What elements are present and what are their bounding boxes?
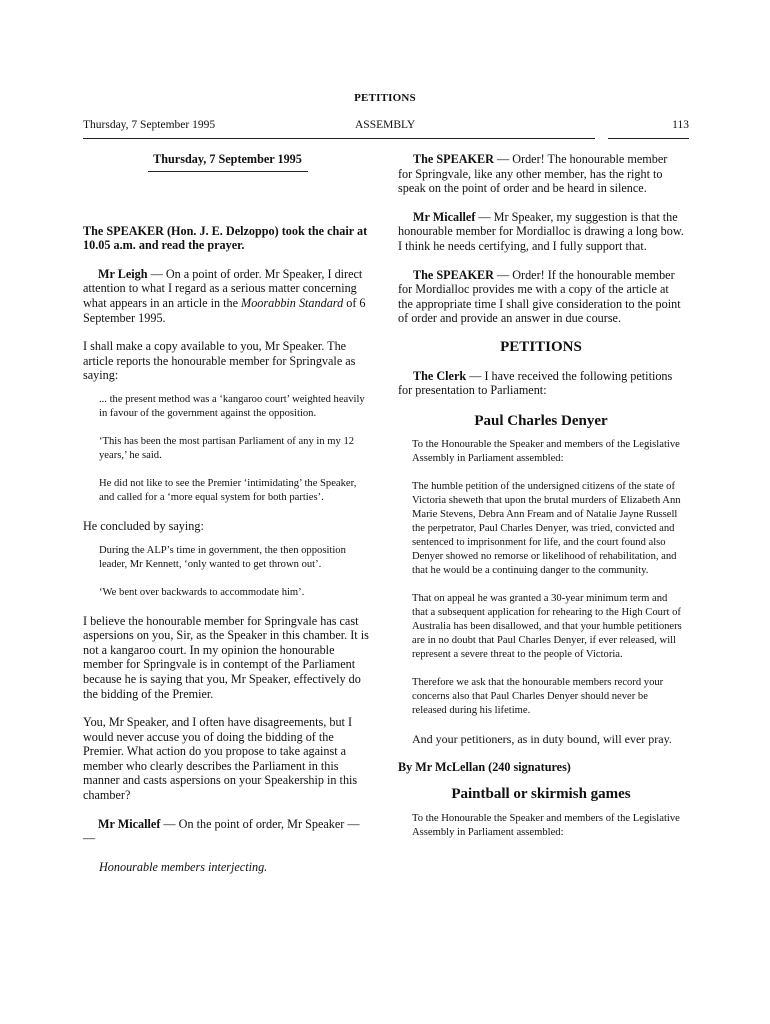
speech-text: — I have received the following petitions for presentation to Parliament: [398, 368, 673, 398]
concluded-paragraph: He concluded by saying: [83, 518, 204, 533]
speech-text: — On the point of order, Mr Speaker — — [83, 816, 360, 846]
quote-1: ... the present method was a ‘kangaroo court’ weighted heavily in favour of the government against the opposition. [99, 393, 365, 419]
speaker-name: The SPEAKER [413, 152, 494, 166]
petition-title-paintball: Paintball or skirmish games [451, 785, 631, 802]
speaker-name: Mr Micallef [98, 816, 161, 831]
speaker-paragraph-2 [398, 268, 684, 326]
speech-text: — On a point of order. Mr Speaker, I direct attention to what I regard as a serious matter concerning what appears in an article in the [83, 266, 363, 310]
petition-pray: And your petitioners, as in duty bound, will ever pray. [412, 732, 672, 747]
petition-title-denyer: Paul Charles Denyer [474, 412, 608, 429]
petition-paragraph-2: That on appeal he was granted a 30-year minimum term and that a subsequent application for rehearing to the High Court of Australia has been disallowed, and that your humble petitioners are in no doubt that Paul Charles Denyer, if ever released, will represent a severe threat to the people of Victoria. [412, 593, 682, 661]
petition-address: To the Honourable the Speaker and members of the Legislative Assembly in Parliament assembled: [412, 439, 680, 465]
date-heading: Thursday, 7 September 1995 [153, 152, 302, 166]
speaker-name: Mr Micallef [413, 209, 476, 224]
leigh-paragraph [83, 267, 372, 325]
speaker-paragraph-1 [398, 152, 684, 196]
running-head: PETITIONS [354, 92, 416, 104]
right-column [398, 152, 684, 840]
micallef-paragraph-2 [398, 210, 684, 254]
header-rule-right [608, 138, 689, 139]
header-house: ASSEMBLY [355, 119, 416, 131]
quote-5: ‘We bent over backwards to accommodate him’. [99, 586, 305, 598]
petition-presenter: By Mr McLellan (240 signatures) [398, 760, 571, 775]
petition-paragraph-3: Therefore we ask that the honourable members record your concerns also that Paul Charles Denyer should never be released during his lifetime. [412, 677, 664, 717]
page-number: 113 [672, 119, 689, 131]
speaker-chair-paragraph: The SPEAKER (Hon. J. E. Delzoppo) took the chair at 10.05 a.m. and read the prayer. [83, 223, 368, 253]
speech-text: — Mr Speaker, my suggestion is that the honourable member for Mordialloc is drawing a long bow. I think he needs certifying, and I fully support that. [398, 209, 684, 253]
quote-4: During the ALP’s time in government, the then opposition leader, Mr Kennett, ‘only wanted to get thrown out’. [99, 544, 346, 570]
disagree-paragraph: You, Mr Speaker, and I often have disagreements, but I would never accuse you of doing the bidding of the Premier. What action do you propose to take against a member who clearly describes the Parliament in this manner and casts aspersions on your Speakership in this chamber? [83, 715, 358, 803]
believe-paragraph: I believe the honourable member for Springvale has cast aspersions on you, Sir, as the Speaker in this chamber. It is not a kangaroo court. In my opinion the honourable member for Springvale is in contempt of the Parliament because he is saying that you, Mr Speaker, effectively do the bidding of the Premier. [83, 613, 369, 701]
speaker-name: Mr Leigh [98, 266, 148, 281]
speaker-name: The SPEAKER [413, 267, 494, 282]
copy-paragraph: I shall make a copy available to you, Mr Speaker. The article reports the honourable member for Springvale as saying: [83, 339, 356, 383]
quote-3: He did not like to see the Premier ‘intimidating’ the Speaker, and called for a ‘more equal system for both parties’. [99, 477, 357, 503]
micallef-paragraph [83, 817, 372, 846]
newspaper-title: Moorabbin Standard [241, 295, 344, 310]
speech-text: — Order! The honourable member for Springvale, like any other member, has the right to speak on the point of order and be heard in silence. [398, 152, 668, 196]
speaker-name: The Clerk [413, 368, 467, 383]
petition-address-2: To the Honourable the Speaker and members of the Legislative Assembly in Parliament assembled: [412, 812, 680, 838]
header-rule-left [83, 138, 263, 139]
header-date: Thursday, 7 September 1995 [83, 119, 216, 131]
petition-paragraph-1: The humble petition of the undersigned citizens of the state of Victoria sheweth that upon the brutal murders of Elizabeth Ann Marie Stevens, Debra Ann Fream and of Natalie Jayne Russell the perpetrator, Paul Charles Denyer, was tried, convicted and sentenced to imprisonment for life, and the court found also Denyer showed no remorse or likelihood of rehabilitation, and that he would be a continuing danger to the community. [412, 481, 681, 577]
quote-2: ‘This has been the most partisan Parliament of any in my 12 years,’ he said. [99, 435, 355, 461]
page-header [83, 119, 689, 139]
speech-text: of 6 September 1995. [83, 295, 366, 325]
clerk-paragraph [398, 369, 684, 398]
interjection: Honourable members interjecting. [99, 859, 268, 874]
left-column [83, 152, 372, 874]
section-title-petitions: PETITIONS [500, 338, 582, 355]
header-rule-middle [263, 138, 595, 139]
date-heading-rule [148, 171, 308, 172]
speech-text: — Order! If the honourable member for Mordialloc provides me with a copy of the article at the appropriate time I shall give consideration to the point of order and provide an answer in due course. [398, 267, 681, 326]
